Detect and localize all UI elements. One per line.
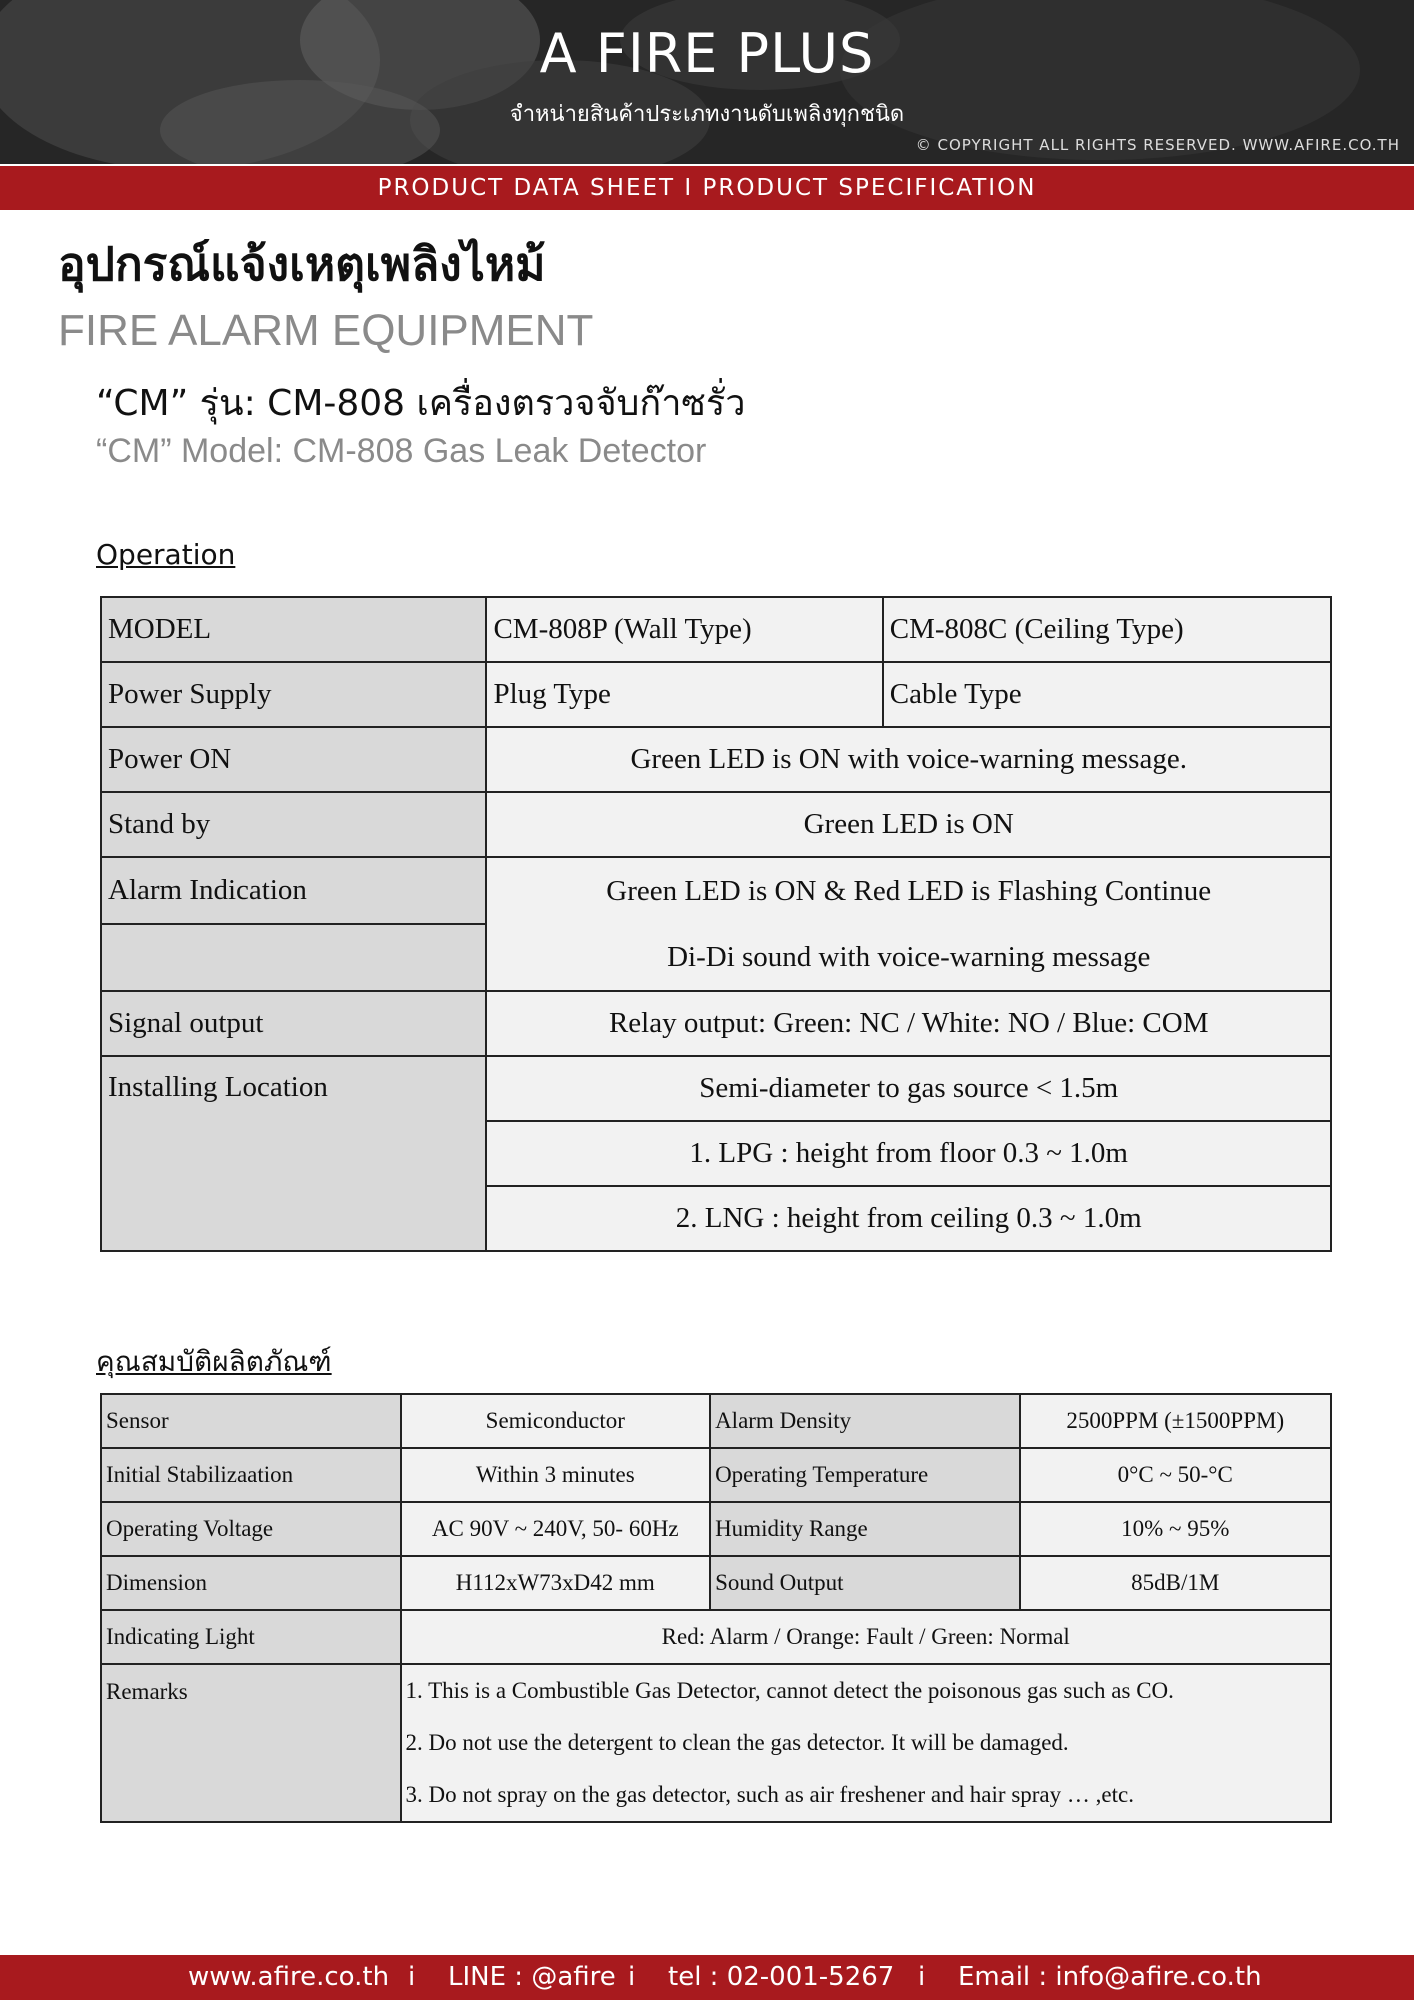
cell-model-ceiling: CM-808C (Ceiling Type) xyxy=(883,597,1331,662)
cell-power-on-value: Green LED is ON with voice-warning message. xyxy=(486,727,1331,792)
cell-model-wall: CM-808P (Wall Type) xyxy=(486,597,882,662)
brand-tagline: จำหน่ายสินค้าประเภทงานดับเพลิงทุกชนิด xyxy=(509,102,905,127)
table-row xyxy=(101,662,1331,727)
brand-name: A FIRE PLUS xyxy=(539,22,875,85)
table-row xyxy=(101,1394,1331,1448)
datasheet-banner: PRODUCT DATA SHEET I PRODUCT SPECIFICATION xyxy=(0,166,1414,210)
cell-power-on-label: Power ON xyxy=(101,727,486,792)
cell-standby-value: Green LED is ON xyxy=(486,792,1331,857)
operation-heading: Operation xyxy=(96,538,236,571)
model-title-en: “CM” Model: CM-808 Gas Leak Detector xyxy=(96,432,707,470)
table-row xyxy=(101,1610,1331,1664)
cell-humidity-label: Humidity Range xyxy=(710,1502,1019,1556)
cell-remarks-value xyxy=(401,1664,1332,1822)
remark-1: 1. This is a Combustible Gas Detector, cannot detect the poisonous gas such as CO. xyxy=(405,1678,1174,1703)
footer-separator: i xyxy=(408,1962,416,1992)
footer-separator: i xyxy=(918,1962,926,1992)
cell-signal-value: Relay output: Green: NC / White: NO / Blue: COM xyxy=(486,991,1331,1056)
alarm-value-line-1: Green LED is ON & Red LED is Flashing Continue xyxy=(606,875,1212,907)
copyright-notice: © COPYRIGHT ALL RIGHTS RESERVED. WWW.AFIRE.CO.TH xyxy=(915,136,1400,154)
table-row xyxy=(101,857,1331,924)
table-row xyxy=(101,597,1331,662)
table-row xyxy=(101,792,1331,857)
cell-remarks-label: Remarks xyxy=(101,1664,401,1822)
cell-voltage-value: AC 90V ~ 240V, 50- 60Hz xyxy=(401,1502,711,1556)
footer-website-link[interactable]: www.afire.co.th xyxy=(188,1962,390,1992)
cell-stabilization-label: Initial Stabilizaation xyxy=(101,1448,401,1502)
page-footer xyxy=(0,1955,1414,2000)
cell-signal-label: Signal output xyxy=(101,991,486,1056)
cell-light-value: Red: Alarm / Orange: Fault / Green: Normal xyxy=(401,1610,1332,1664)
cell-dimension-label: Dimension xyxy=(101,1556,401,1610)
cell-standby-label: Stand by xyxy=(101,792,486,857)
cell-alarm-density-label: Alarm Density xyxy=(710,1394,1019,1448)
table-row xyxy=(101,1448,1331,1502)
model-title-th: “CM” รุ่น: CM-808 เครื่องตรวจจับก๊าซรั่ว xyxy=(96,383,746,424)
cell-model-label: MODEL xyxy=(101,597,486,662)
cell-power-supply-wall: Plug Type xyxy=(486,662,882,727)
cell-light-label: Indicating Light xyxy=(101,1610,401,1664)
table-row xyxy=(101,1502,1331,1556)
specs-table xyxy=(100,1393,1332,1823)
table-row xyxy=(101,1664,1331,1822)
cell-alarm-label: Alarm Indication xyxy=(101,857,486,924)
cell-humidity-value: 10% ~ 95% xyxy=(1020,1502,1332,1556)
cell-sensor-value: Semiconductor xyxy=(401,1394,711,1448)
footer-line-contact[interactable]: LINE : @afire xyxy=(448,1962,616,1992)
table-row xyxy=(101,991,1331,1056)
category-title-en: FIRE ALARM EQUIPMENT xyxy=(58,306,594,355)
cell-stabilization-value: Within 3 minutes xyxy=(401,1448,711,1502)
cell-voltage-label: Operating Voltage xyxy=(101,1502,401,1556)
cell-sound-value: 85dB/1M xyxy=(1020,1556,1332,1610)
specs-heading: คุณสมบัติผลิตภัณฑ์ xyxy=(96,1345,332,1378)
cell-sound-label: Sound Output xyxy=(710,1556,1019,1610)
cell-location-value-2: 1. LPG : height from floor 0.3 ~ 1.0m xyxy=(486,1121,1331,1186)
operation-table xyxy=(100,596,1332,1252)
page-header xyxy=(0,0,1414,164)
cell-power-supply-label: Power Supply xyxy=(101,662,486,727)
category-title-th: อุปกรณ์แจ้งเหตุเพลิงไหม้ xyxy=(58,237,546,291)
table-row xyxy=(101,1056,1331,1121)
cell-alarm-label-empty xyxy=(101,924,486,991)
footer-tel-link[interactable]: tel : 02-001-5267 xyxy=(668,1962,895,1992)
cell-op-temp-label: Operating Temperature xyxy=(710,1448,1019,1502)
remark-3: 3. Do not spray on the gas detector, such as air freshener and hair spray … ,etc. xyxy=(405,1782,1134,1807)
alarm-value-line-2: Di-Di sound with voice-warning message xyxy=(667,941,1151,973)
footer-separator: i xyxy=(628,1962,636,1992)
table-row xyxy=(101,727,1331,792)
cell-location-value-3: 2. LNG : height from ceiling 0.3 ~ 1.0m xyxy=(486,1186,1331,1251)
cell-location-label: Installing Location xyxy=(101,1056,486,1251)
cell-op-temp-value: 0°C ~ 50-°C xyxy=(1020,1448,1332,1502)
footer-email-link[interactable]: Email : info@afire.co.th xyxy=(958,1962,1262,1992)
cell-alarm-value xyxy=(486,857,1331,991)
table-row xyxy=(101,1556,1331,1610)
cell-dimension-value: H112xW73xD42 mm xyxy=(401,1556,711,1610)
cell-alarm-density-value: 2500PPM (±1500PPM) xyxy=(1020,1394,1332,1448)
cell-location-value-1: Semi-diameter to gas source < 1.5m xyxy=(486,1056,1331,1121)
remark-2: 2. Do not use the detergent to clean the gas detector. It will be damaged. xyxy=(405,1730,1069,1755)
cell-power-supply-ceiling: Cable Type xyxy=(883,662,1331,727)
cell-sensor-label: Sensor xyxy=(101,1394,401,1448)
